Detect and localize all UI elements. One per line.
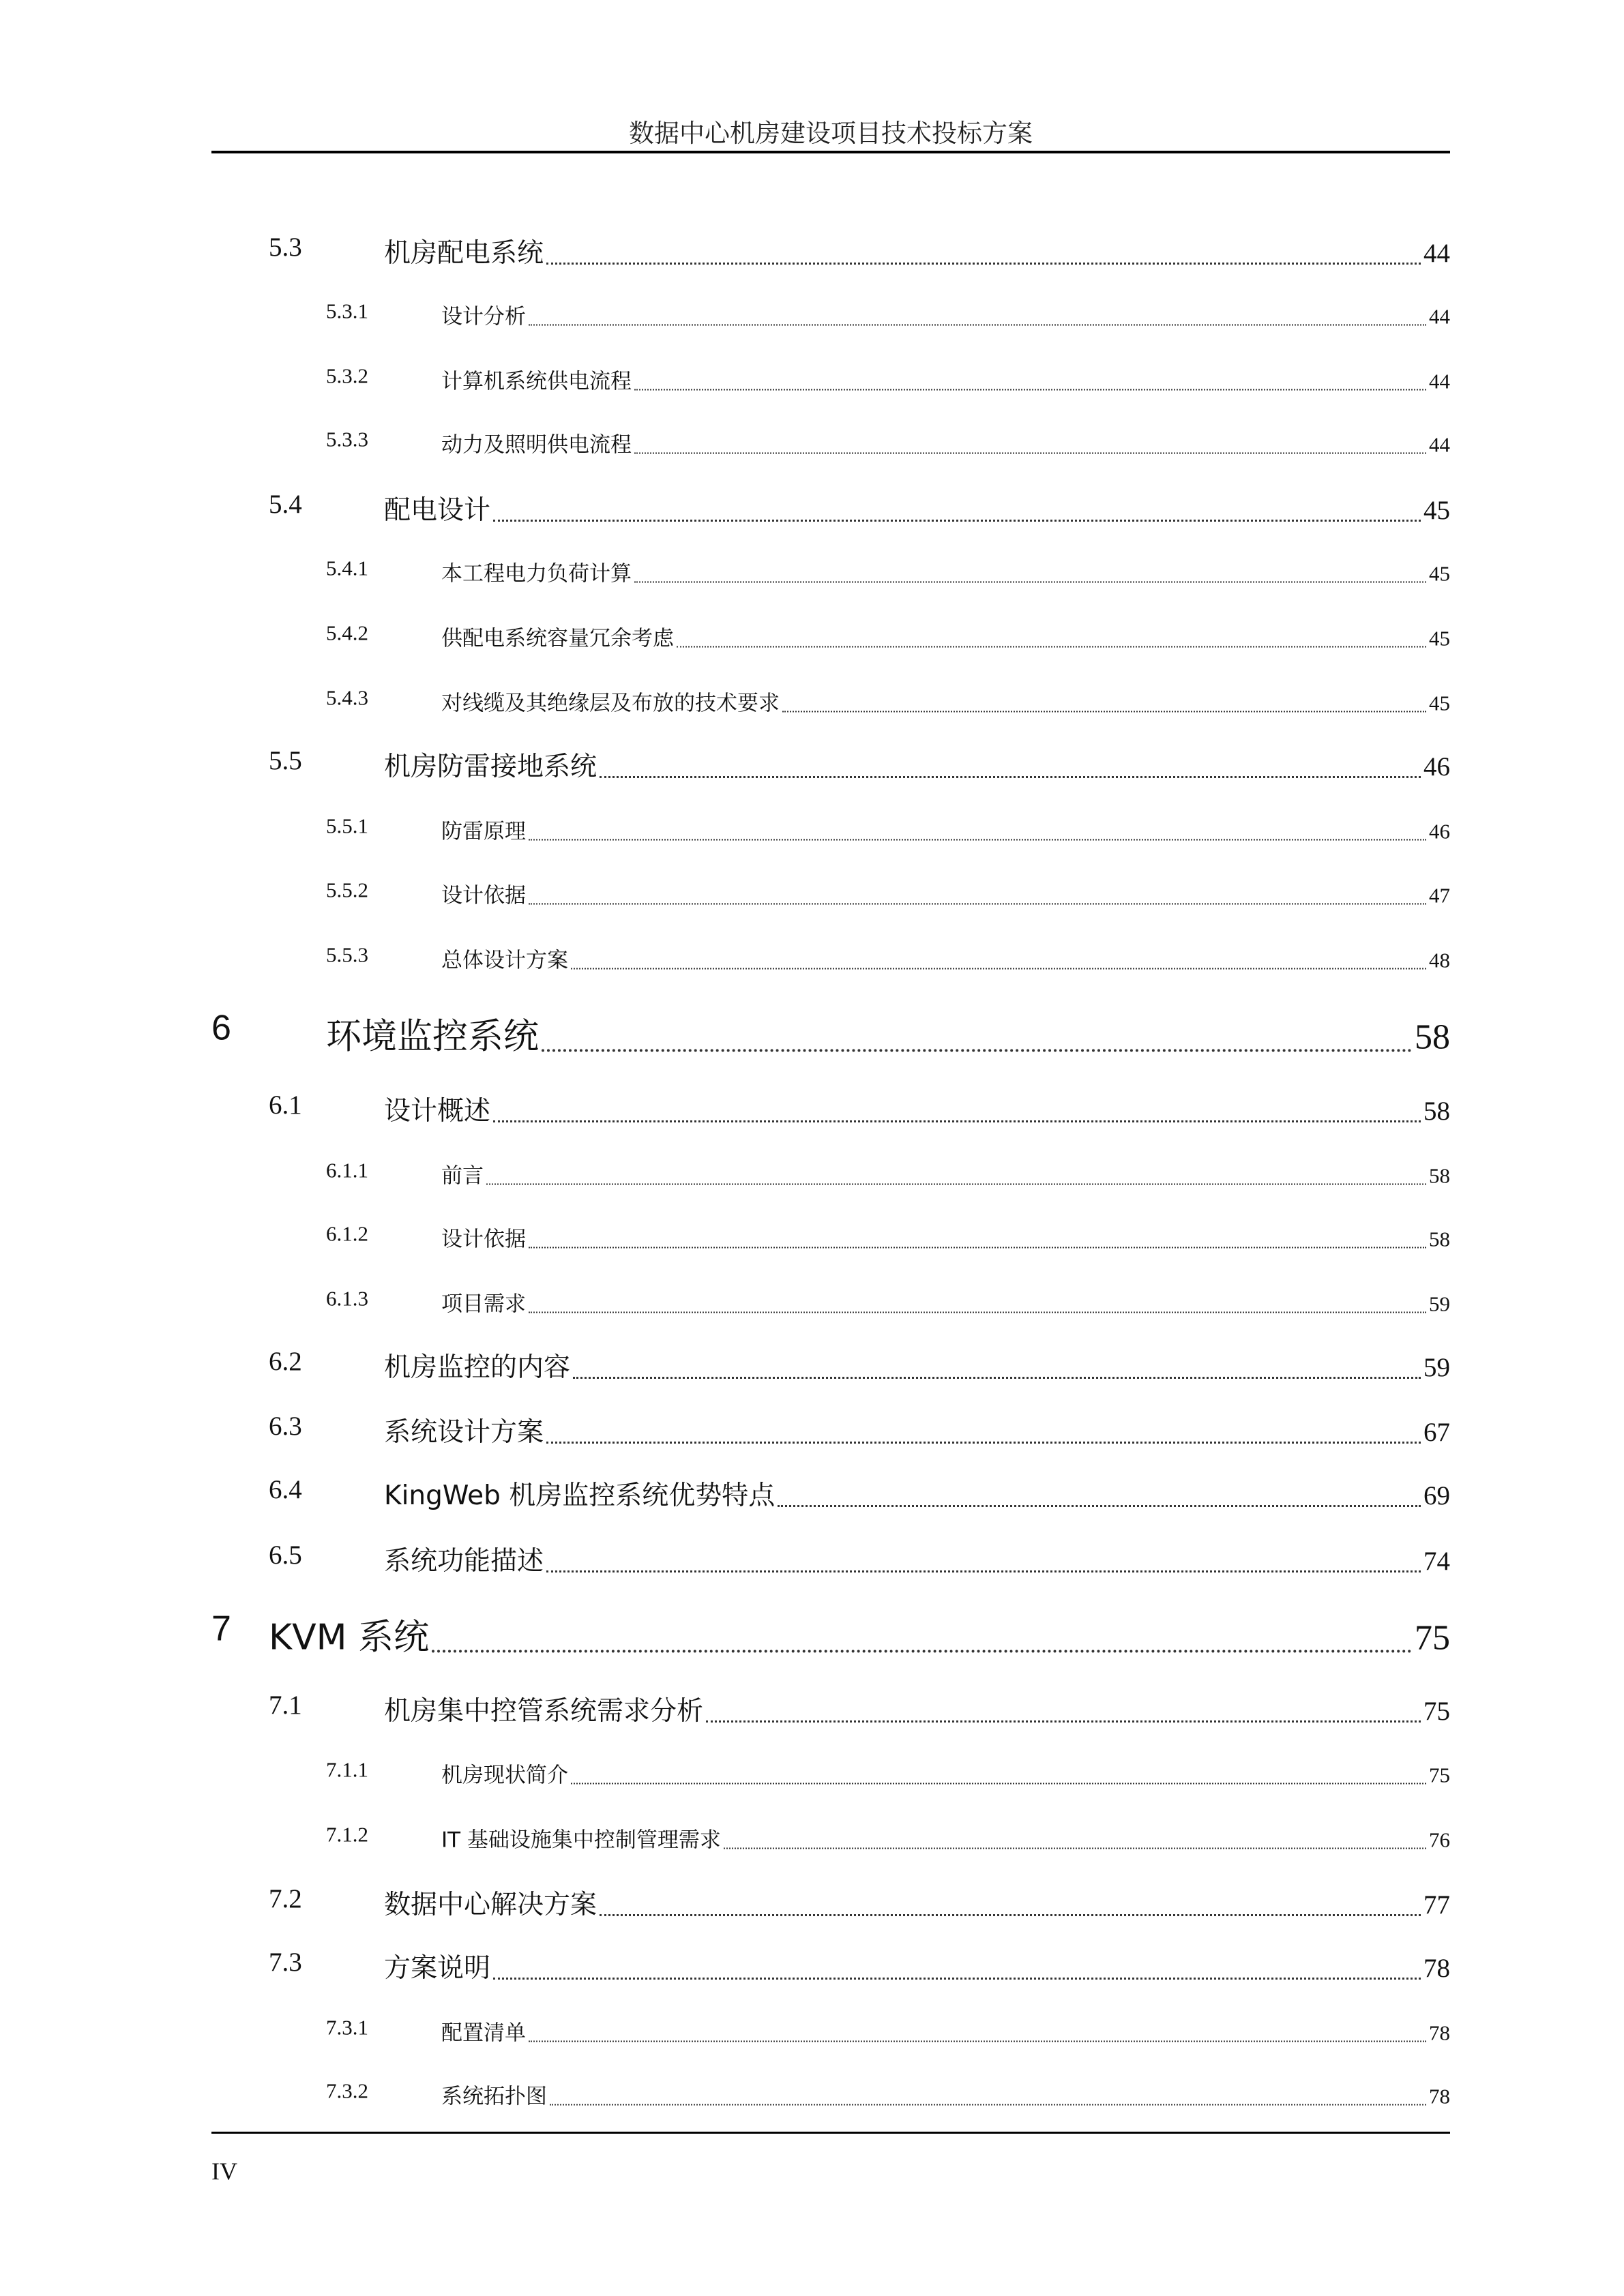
toc-number: 5.4.1 [326, 556, 368, 580]
toc-entry[interactable] [0, 745, 1450, 784]
toc-title[interactable]: 设计概述 [384, 1095, 491, 1127]
toc-number: 5.4.2 [326, 621, 368, 645]
toc-page-number[interactable]: 69 [1423, 1481, 1450, 1511]
toc-entry[interactable] [0, 232, 1450, 270]
toc-number: 5.4 [269, 489, 302, 519]
toc-page-number[interactable]: 46 [1429, 819, 1450, 844]
toc-page-number[interactable]: 75 [1429, 1763, 1450, 1787]
toc-title[interactable]: 机房现状简介 [441, 1763, 568, 1788]
toc-number: 5.5.2 [326, 878, 368, 902]
dot-leader [600, 776, 1421, 778]
toc-title[interactable]: KingWeb 机房监控系统优势特点 [384, 1480, 776, 1512]
toc-title[interactable]: 防雷原理 [441, 819, 526, 844]
dot-leader [782, 711, 1426, 713]
toc-page-number[interactable]: 76 [1429, 1828, 1450, 1852]
toc-number: 6.2 [269, 1347, 302, 1377]
toc-title[interactable]: 机房监控的内容 [384, 1352, 571, 1384]
toc-number: 7.3.1 [326, 2015, 368, 2040]
toc-title[interactable]: 供配电系统容量冗余考虑 [441, 626, 674, 651]
toc-entry[interactable] [0, 2079, 1450, 2110]
toc-page-number[interactable]: 58 [1415, 1017, 1450, 1057]
toc-number: 6.5 [269, 1540, 302, 1570]
toc-entry[interactable] [0, 1540, 1450, 1578]
toc-number: 6.3 [269, 1412, 302, 1442]
toc-page-number[interactable]: 47 [1429, 883, 1450, 908]
toc-title[interactable]: 本工程电力负荷计算 [441, 561, 632, 586]
toc-title[interactable]: 系统拓扑图 [441, 2084, 547, 2109]
dot-leader [677, 646, 1426, 647]
toc-entry[interactable] [0, 942, 1450, 973]
toc-number: 6.4 [269, 1475, 302, 1505]
toc-title[interactable]: KVM 系统 [269, 1617, 430, 1658]
toc-page-number[interactable]: 74 [1423, 1546, 1450, 1576]
toc-entry[interactable] [0, 1158, 1450, 1189]
toc-page-number[interactable]: 44 [1429, 369, 1450, 393]
toc-number: 5.3.2 [326, 363, 368, 388]
toc-page-number[interactable]: 44 [1429, 304, 1450, 329]
dot-leader [542, 1049, 1412, 1052]
toc-title[interactable]: 前言 [441, 1163, 484, 1189]
toc-number: 7 [211, 1609, 231, 1649]
toc-entry[interactable] [0, 2016, 1450, 2046]
dot-leader [634, 453, 1426, 454]
toc-number: 5.4.3 [326, 685, 368, 710]
dot-leader [493, 1120, 1421, 1122]
toc-page-number[interactable]: 77 [1423, 1890, 1450, 1920]
dot-leader [706, 1720, 1421, 1723]
toc-page-number[interactable]: 46 [1423, 752, 1450, 782]
toc-entry[interactable] [0, 1008, 1450, 1059]
dot-leader [493, 520, 1421, 522]
toc-entry[interactable] [0, 1757, 1450, 1788]
toc-entry[interactable] [0, 1090, 1450, 1128]
toc-page-number[interactable]: 58 [1423, 1096, 1450, 1126]
header-rule [211, 151, 1450, 153]
toc-page-number[interactable]: 45 [1423, 495, 1450, 525]
dot-leader [634, 581, 1426, 582]
toc-page-number[interactable]: 44 [1429, 432, 1450, 457]
toc-title[interactable]: 环境监控系统 [326, 1016, 540, 1058]
toc-entry[interactable] [0, 1474, 1450, 1512]
toc-title[interactable]: 方案说明 [384, 1953, 491, 1984]
footer-rule [211, 2132, 1450, 2134]
toc-title[interactable]: 动力及照明供电流程 [441, 432, 632, 458]
toc-entry[interactable] [0, 1883, 1450, 1922]
toc-page-number[interactable]: 58 [1429, 1163, 1450, 1188]
toc-number: 5.5.3 [326, 942, 368, 967]
toc-page-number[interactable]: 48 [1429, 948, 1450, 972]
toc-number: 7.2 [269, 1884, 302, 1914]
toc-title[interactable]: 机房配电系统 [384, 237, 544, 269]
toc-title[interactable]: 设计依据 [441, 1227, 526, 1252]
toc-entry[interactable] [0, 1287, 1450, 1317]
toc-entry[interactable] [0, 364, 1450, 395]
page-number: IV [211, 2158, 237, 2185]
toc-page-number[interactable]: 45 [1429, 691, 1450, 715]
dot-leader [432, 1650, 1412, 1653]
toc-entry[interactable] [0, 1346, 1450, 1384]
dot-leader [493, 1978, 1421, 1980]
dot-leader [546, 263, 1421, 265]
toc-number: 5.3 [269, 232, 302, 262]
toc-entry[interactable] [0, 1822, 1450, 1853]
dot-leader [529, 1247, 1426, 1248]
toc-entry[interactable] [0, 1609, 1450, 1660]
toc-page-number[interactable]: 59 [1429, 1292, 1450, 1316]
toc-number: 7.3.2 [326, 2078, 368, 2103]
toc-title[interactable]: IT 基础设施集中控制管理需求 [441, 1828, 721, 1853]
toc-number: 6.1.3 [326, 1286, 368, 1311]
toc-title[interactable]: 配置清单 [441, 2021, 526, 2046]
dot-leader [546, 1442, 1421, 1444]
dot-leader [571, 1783, 1426, 1784]
toc-number: 6 [211, 1008, 231, 1048]
toc-number: 7.1.2 [326, 1822, 368, 1847]
toc-page-number[interactable]: 59 [1423, 1353, 1450, 1383]
toc-page-number[interactable]: 75 [1415, 1618, 1450, 1658]
toc-title[interactable]: 系统设计方案 [384, 1417, 544, 1448]
toc-title[interactable]: 计算机系统供电流程 [441, 369, 632, 394]
toc-entry[interactable] [0, 556, 1450, 586]
toc-page-number[interactable]: 78 [1429, 2021, 1450, 2045]
toc-entry[interactable] [0, 489, 1450, 527]
toc-number: 5.5.1 [326, 814, 368, 838]
dot-leader [529, 903, 1426, 904]
toc-number: 5.5 [269, 746, 302, 776]
toc-page-number[interactable]: 78 [1423, 1954, 1450, 1984]
dot-leader [486, 1183, 1426, 1184]
toc-page-number[interactable]: 45 [1429, 561, 1450, 586]
dot-leader [529, 1312, 1426, 1313]
toc-entry[interactable] [0, 299, 1450, 330]
dot-leader [573, 1377, 1421, 1379]
toc-page-number[interactable]: 67 [1423, 1418, 1450, 1448]
toc-entry[interactable] [0, 686, 1450, 717]
toc-entry[interactable] [0, 621, 1450, 651]
toc-entry[interactable] [0, 878, 1450, 908]
toc-number: 5.3.1 [326, 299, 368, 323]
dot-leader [600, 1914, 1421, 1916]
toc-title[interactable]: 机房防雷接地系统 [384, 751, 597, 783]
running-header: 数据中心机房建设项目技术投标方案 [629, 119, 1033, 148]
dot-leader [778, 1505, 1421, 1507]
toc-number: 6.1.2 [326, 1221, 368, 1246]
toc-number: 5.3.3 [326, 427, 368, 451]
toc-number: 6.1.1 [326, 1158, 368, 1182]
dot-leader [571, 968, 1426, 969]
dot-leader [550, 2104, 1426, 2106]
toc-number: 6.1 [269, 1090, 302, 1120]
toc-title[interactable]: 设计依据 [441, 883, 526, 908]
dot-leader [529, 325, 1426, 326]
toc-number: 7.1.1 [326, 1757, 368, 1782]
toc-page-number[interactable]: 58 [1429, 1227, 1450, 1251]
toc-number: 7.3 [269, 1948, 302, 1978]
toc-title[interactable]: 项目需求 [441, 1292, 526, 1317]
toc-title[interactable]: 对线缆及其绝缘层及布放的技术要求 [441, 691, 780, 716]
toc-page-number[interactable]: 75 [1423, 1697, 1450, 1727]
toc-title[interactable]: 总体设计方案 [441, 948, 568, 973]
dot-leader [529, 2041, 1426, 2042]
toc-title[interactable]: 系统功能描述 [384, 1545, 544, 1577]
toc-page-number[interactable]: 45 [1429, 626, 1450, 651]
toc-entry[interactable] [0, 1221, 1450, 1252]
toc-entry[interactable] [0, 1690, 1450, 1728]
dot-leader [724, 1847, 1426, 1849]
toc-entry[interactable] [0, 428, 1450, 458]
toc-entry[interactable] [0, 1411, 1450, 1449]
dot-leader [634, 389, 1426, 391]
toc-entry[interactable] [0, 1947, 1450, 1985]
toc-entry[interactable] [0, 814, 1450, 845]
toc-title[interactable]: 设计分析 [441, 304, 526, 329]
toc-page-number[interactable]: 44 [1423, 238, 1450, 268]
dot-leader [546, 1570, 1421, 1572]
toc-page-number[interactable]: 78 [1429, 2084, 1450, 2108]
toc-title[interactable]: 机房集中控管系统需求分析 [384, 1696, 704, 1727]
dot-leader [529, 839, 1426, 841]
toc-title[interactable]: 数据中心解决方案 [384, 1890, 597, 1921]
toc-title[interactable]: 配电设计 [384, 494, 491, 526]
toc-number: 7.1 [269, 1690, 302, 1720]
